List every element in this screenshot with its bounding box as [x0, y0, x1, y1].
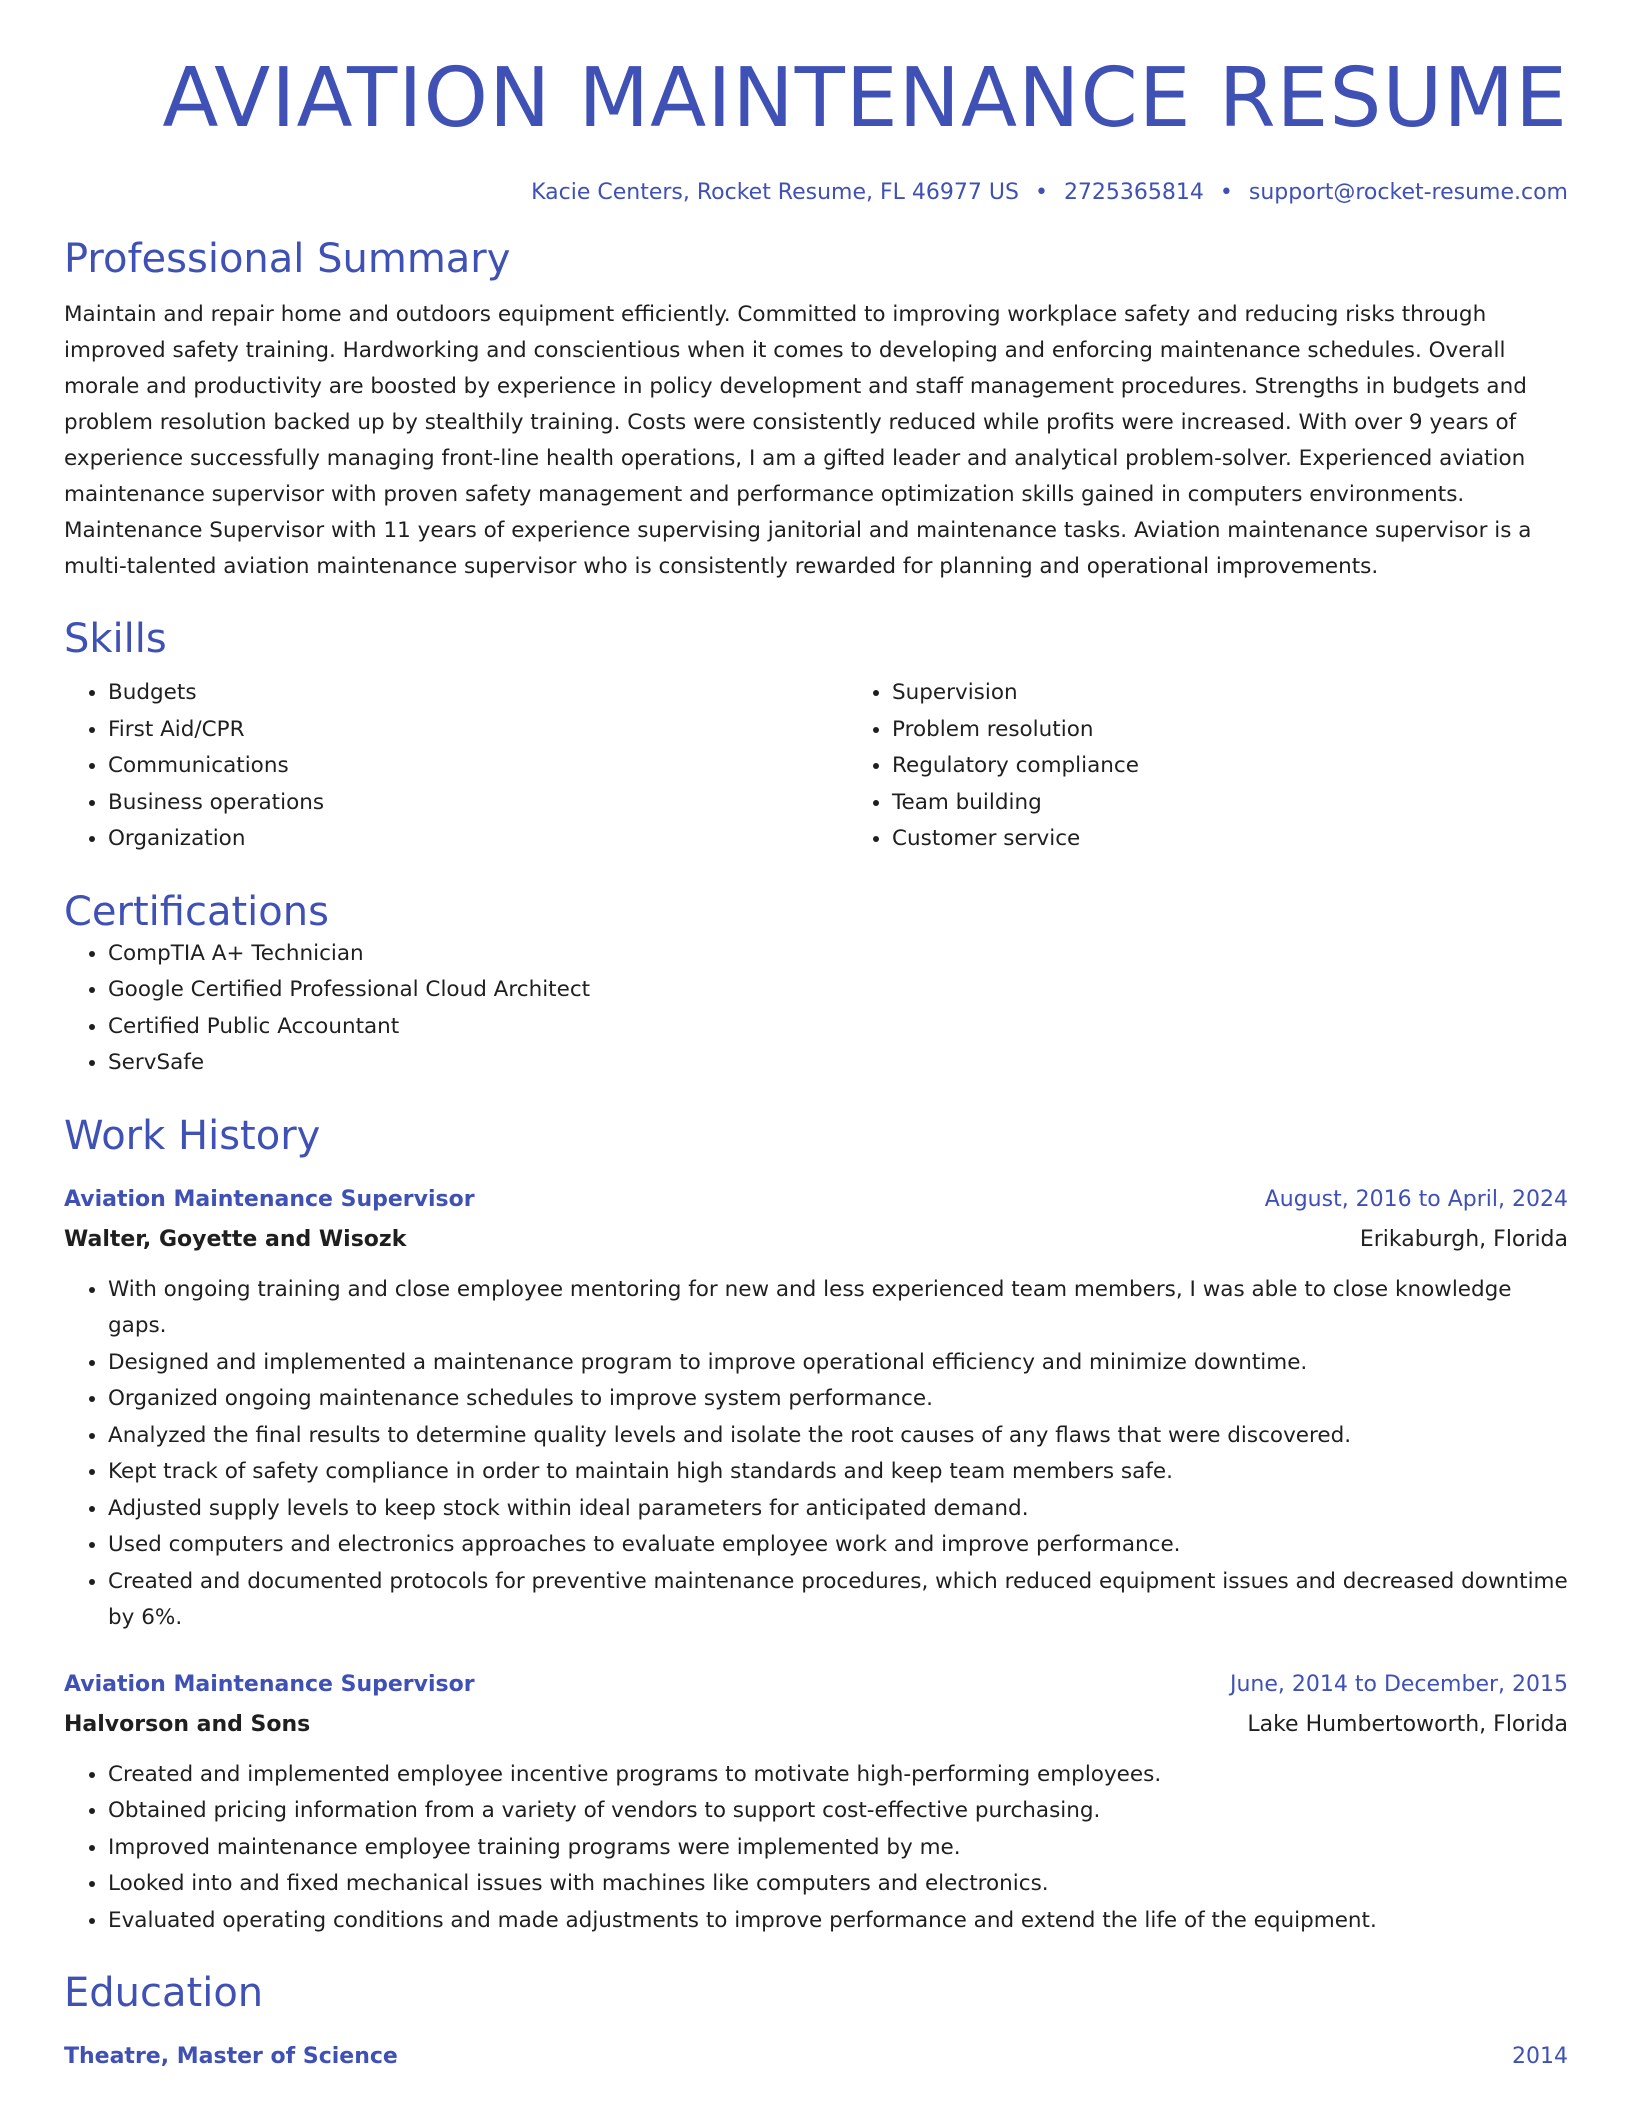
skills-list-right: [848, 675, 1568, 858]
job-bullet: • Looked into and fixed mechanical issues with machines like computers and electronics.: [108, 1866, 1568, 1903]
contact-separator: •: [1034, 180, 1048, 205]
education-heading: Education: [64, 1970, 264, 2016]
job-bullet: • Evaluated operating conditions and made adjustments to improve performance and extend the life of the equipment.: [108, 1903, 1568, 1940]
skill-item: • First Aid/CPR: [108, 712, 848, 749]
job-bullet: • Kept track of safety compliance in order to maintain high standards and keep team members safe.: [108, 1454, 1568, 1491]
job-header-row: [64, 1665, 1568, 1705]
job-bullet: • Created and documented protocols for preventive maintenance procedures, which reduced equipment issues and decreased downtime by 6%.: [108, 1564, 1568, 1637]
education-degree: Theatre, Master of Science: [64, 2044, 398, 2069]
certifications-heading: Certifications: [64, 888, 329, 935]
skill-item: • Problem resolution: [892, 712, 1568, 749]
contact-address: Kacie Centers, Rocket Resume, FL 46977 US: [531, 180, 1019, 205]
job-dates: June, 2014 to December, 2015: [1229, 1671, 1568, 1697]
work-history-heading: Work History: [64, 1112, 321, 1159]
job-entry: [64, 1180, 1568, 1637]
resume-title: AVIATION MAINTENANCE RESUME: [162, 51, 1568, 146]
education-year: 2014: [1512, 2044, 1568, 2069]
job-company: Walter, Goyette and Wisozk: [64, 1226, 407, 1252]
education-row: [64, 2037, 1568, 2077]
job-title: Aviation Maintenance Supervisor: [64, 1671, 475, 1697]
job-bullet: • Designed and implemented a maintenance program to improve operational efficiency and minimize downtime.: [108, 1345, 1568, 1382]
job-location: Lake Humbertoworth, Florida: [1247, 1711, 1568, 1737]
job-company-row: [64, 1705, 1568, 1745]
job-bullets: [64, 1757, 1568, 1940]
skill-item: • Budgets: [108, 675, 848, 712]
job-bullet: • Improved maintenance employee training programs were implemented by me.: [108, 1830, 1568, 1867]
job-location: Erikaburgh, Florida: [1359, 1226, 1568, 1252]
job-title: Aviation Maintenance Supervisor: [64, 1186, 475, 1212]
job-bullet: • With ongoing training and close employee mentoring for new and less experienced team members, I was able to close knowledge gaps.: [108, 1272, 1568, 1345]
summary-text: Maintain and repair home and outdoors equipment efficiently. Committed to improving workplace safety and reducing risks through improved safety training. Hardworking and conscientious when it comes to developing and enforcing maintenance schedules. Overall morale and productivity are boosted by experience in policy development and staff management procedures. Strengths in budgets and problem resolution backed up by stealthily training. Costs were consistently reduced while profits were increased. With over 9 years of experience successfully managing front-line health operations, I am a gifted leader and analytical problem-solver. Experienced aviation maintenance supervisor with proven safety management and performance optimization skills gained in computers environments. Maintenance Supervisor with 11 years of experience supervising janitorial and maintenance tasks. Aviation maintenance supervisor is a multi-talented aviation maintenance supervisor who is consistently rewarded for planning and operational improvements.: [64, 302, 1532, 579]
certification-item: • CompTIA A+ Technician: [108, 936, 1568, 973]
contact-separator: •: [1219, 180, 1233, 205]
certification-item: • ServSafe: [108, 1045, 1568, 1082]
contact-line: [64, 180, 1568, 205]
contact-email: support@rocket-resume.com: [1248, 180, 1568, 205]
skill-item: • Communications: [108, 748, 848, 785]
skills-list-left: [64, 675, 848, 858]
job-company-row: [64, 1220, 1568, 1260]
skills-grid: [64, 675, 1568, 858]
summary-heading: Professional Summary: [64, 236, 511, 282]
job-bullet: • Adjusted supply levels to keep stock within ideal parameters for anticipated demand.: [108, 1491, 1568, 1528]
skill-item: • Customer service: [892, 821, 1568, 858]
job-entry: [64, 1665, 1568, 1940]
job-company: Halvorson and Sons: [64, 1711, 311, 1737]
skill-item: • Regulatory compliance: [892, 748, 1568, 785]
job-bullets: [64, 1272, 1568, 1637]
job-header-row: [64, 1180, 1568, 1220]
skill-item: • Team building: [892, 785, 1568, 822]
job-dates: August, 2016 to April, 2024: [1264, 1186, 1568, 1212]
skill-item: • Organization: [108, 821, 848, 858]
skill-item: • Supervision: [892, 675, 1568, 712]
certifications-list: [64, 936, 1568, 1082]
certification-item: • Certified Public Accountant: [108, 1009, 1568, 1046]
job-bullet: • Obtained pricing information from a variety of vendors to support cost-effective purchasing.: [108, 1793, 1568, 1830]
contact-phone: 2725365814: [1063, 180, 1204, 205]
job-bullet: • Organized ongoing maintenance schedules to improve system performance.: [108, 1381, 1568, 1418]
job-bullet: • Created and implemented employee incentive programs to motivate high-performing employees.: [108, 1757, 1568, 1794]
skill-item: • Business operations: [108, 785, 848, 822]
certification-item: • Google Certified Professional Cloud Architect: [108, 972, 1568, 1009]
job-bullet: • Analyzed the final results to determine quality levels and isolate the root causes of any flaws that were discovered.: [108, 1418, 1568, 1455]
skills-heading: Skills: [64, 616, 167, 662]
job-bullet: • Used computers and electronics approaches to evaluate employee work and improve performance.: [108, 1527, 1568, 1564]
